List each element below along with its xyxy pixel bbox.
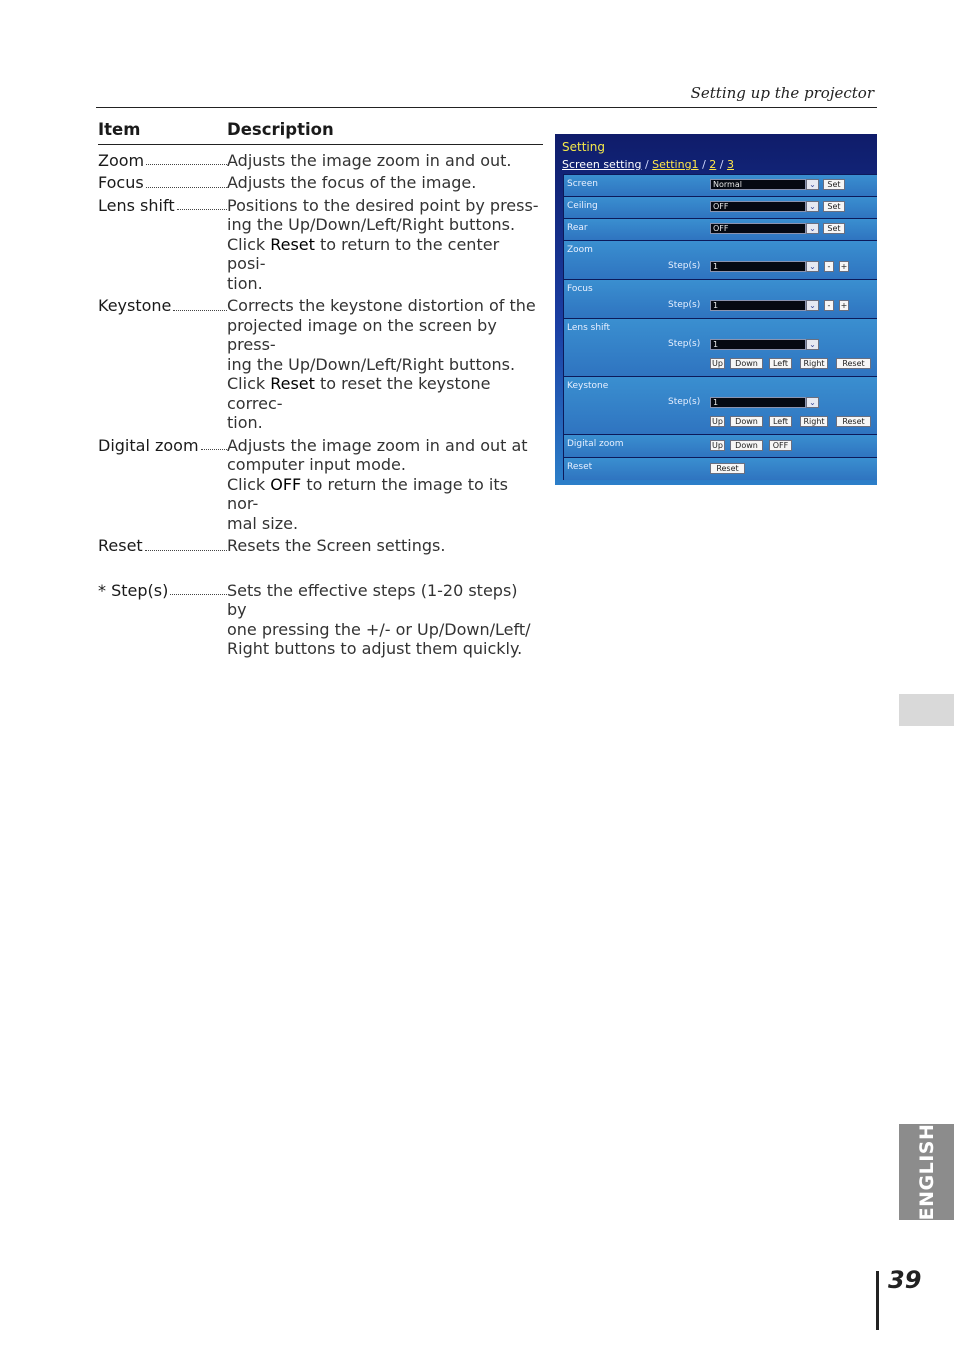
select-keystone-steps[interactable]: 1 bbox=[710, 397, 806, 408]
page-number: 39 bbox=[888, 1266, 922, 1294]
description-lens-shift bbox=[227, 196, 539, 294]
term-cell bbox=[98, 436, 227, 456]
chevron-down-icon[interactable]: ⌄ bbox=[806, 179, 819, 190]
select-rear[interactable]: OFF bbox=[710, 223, 806, 234]
row-ceiling bbox=[563, 196, 877, 218]
digital-zoom-down-button[interactable]: Down bbox=[730, 440, 763, 451]
set-button-screen[interactable]: Set bbox=[823, 179, 845, 190]
description-line: tion. bbox=[227, 413, 263, 432]
label-rear: Rear bbox=[567, 223, 588, 233]
label-ceiling: Ceiling bbox=[567, 201, 598, 211]
dot-leader bbox=[145, 550, 227, 551]
table-row-keystone bbox=[98, 296, 543, 433]
step-label: Step(s) bbox=[668, 300, 701, 310]
nav-screen-setting[interactable]: Screen setting bbox=[562, 158, 642, 171]
label-reset: Reset bbox=[567, 462, 593, 472]
description-line: projected image on the screen by press- bbox=[227, 315, 497, 354]
table-row-steps bbox=[98, 581, 543, 659]
chevron-down-icon[interactable]: ⌄ bbox=[806, 223, 819, 234]
term-cell bbox=[98, 581, 227, 601]
dot-leader bbox=[146, 187, 227, 188]
label-screen: Screen bbox=[567, 179, 598, 189]
nav-separator: / bbox=[702, 158, 706, 171]
dot-leader bbox=[146, 164, 227, 165]
description-line bbox=[227, 235, 539, 274]
description-line: Corrects the keystone distortion of the bbox=[227, 296, 536, 315]
dot-leader bbox=[177, 209, 227, 210]
zoom-plus-button[interactable]: + bbox=[840, 262, 848, 271]
chevron-down-icon[interactable]: ⌄ bbox=[806, 339, 819, 350]
dot-leader bbox=[170, 594, 227, 595]
section-tab-marker bbox=[899, 694, 954, 726]
description-line: tion. bbox=[227, 273, 263, 293]
click-text: Click bbox=[227, 374, 271, 393]
nav-page-2-link[interactable]: 2 bbox=[709, 158, 717, 171]
lens-shift-left-button[interactable]: Left bbox=[769, 358, 792, 369]
row-zoom bbox=[563, 240, 877, 279]
label-keystone: Keystone bbox=[567, 381, 609, 391]
set-button-ceiling[interactable]: Set bbox=[823, 201, 845, 212]
term-cell bbox=[98, 196, 227, 216]
description-focus bbox=[227, 173, 539, 193]
dot-leader bbox=[173, 310, 227, 311]
reset-button[interactable]: Reset bbox=[710, 463, 745, 474]
digital-zoom-up-button[interactable]: Up bbox=[710, 440, 725, 451]
chevron-down-icon[interactable]: ⌄ bbox=[806, 261, 819, 272]
column-header-item: Item bbox=[98, 120, 141, 139]
description-line: computer input mode. bbox=[227, 455, 406, 474]
item-description-table bbox=[98, 120, 543, 659]
label-digital-zoom: Digital zoom bbox=[567, 439, 624, 449]
click-text: Click bbox=[227, 474, 271, 494]
description-reset bbox=[227, 536, 539, 556]
description-line: one pressing the +/- or Up/Down/Left/ bbox=[227, 619, 531, 639]
select-ceiling[interactable]: OFF bbox=[710, 201, 806, 212]
description-line: mal size. bbox=[227, 513, 299, 533]
step-label: Step(s) bbox=[668, 339, 701, 349]
description-line-tail: to return to the center posi- bbox=[227, 234, 500, 273]
description-line: ing the Up/Down/Left/Right buttons. bbox=[227, 215, 516, 234]
keystone-up-button[interactable]: Up bbox=[710, 416, 725, 427]
nav-separator: / bbox=[644, 158, 649, 171]
term-cell bbox=[98, 296, 227, 316]
select-screen[interactable]: Normal bbox=[710, 179, 806, 190]
description-line bbox=[227, 374, 539, 413]
table-row-digital-zoom bbox=[98, 436, 543, 534]
description-line: Resets the Screen settings. bbox=[227, 536, 446, 555]
row-focus bbox=[563, 279, 877, 318]
select-focus-steps[interactable]: 1 bbox=[710, 300, 806, 311]
table-row-reset bbox=[98, 536, 543, 556]
select-zoom-steps[interactable]: 1 bbox=[710, 261, 806, 272]
zoom-minus-button[interactable]: - bbox=[824, 261, 834, 272]
row-reset bbox=[563, 457, 877, 480]
screen-setting-screenshot bbox=[555, 134, 877, 485]
settings-panel bbox=[563, 174, 877, 480]
set-button-rear[interactable]: Set bbox=[823, 223, 845, 234]
description-line: Right buttons to adjust them quickly. bbox=[227, 639, 523, 658]
header-rule bbox=[96, 107, 877, 108]
setting-title: Setting bbox=[562, 140, 605, 154]
digital-zoom-off-button[interactable]: OFF bbox=[769, 440, 792, 451]
chevron-down-icon[interactable]: ⌄ bbox=[806, 300, 819, 311]
nav-setting1-link[interactable]: Setting1 bbox=[652, 158, 699, 171]
row-rear bbox=[563, 218, 877, 240]
description-keystone bbox=[227, 296, 539, 433]
reset-keyword: Reset bbox=[270, 374, 315, 393]
term-cell bbox=[98, 173, 227, 193]
keystone-reset-button[interactable]: Reset bbox=[836, 416, 871, 427]
table-row-zoom bbox=[98, 151, 543, 171]
label-focus: Focus bbox=[567, 284, 593, 294]
term-reset: Reset bbox=[98, 536, 143, 555]
row-lens-shift bbox=[563, 318, 877, 376]
off-keyword: OFF bbox=[270, 474, 302, 494]
step-label: Step(s) bbox=[668, 397, 701, 407]
focus-plus-button[interactable]: + bbox=[840, 301, 848, 310]
table-row-focus bbox=[98, 173, 543, 193]
description-steps bbox=[227, 581, 539, 659]
term-cell bbox=[98, 536, 227, 556]
row-digital-zoom bbox=[563, 434, 877, 457]
focus-minus-button[interactable]: - bbox=[824, 300, 834, 311]
chevron-down-icon[interactable]: ⌄ bbox=[806, 397, 819, 408]
dot-leader bbox=[201, 449, 227, 450]
reset-keyword: Reset bbox=[270, 234, 315, 254]
column-header-description: Description bbox=[227, 120, 334, 139]
description-zoom bbox=[227, 151, 539, 171]
description-line-tail: to reset the keystone correc- bbox=[227, 374, 491, 413]
term-steps: * Step(s) bbox=[98, 580, 169, 600]
row-screen bbox=[563, 174, 877, 196]
step-label: Step(s) bbox=[668, 261, 701, 271]
description-line: Adjusts the image zoom in and out at bbox=[227, 435, 528, 455]
nav-page-3-link[interactable]: 3 bbox=[727, 158, 734, 171]
description-line: ing the Up/Down/Left/Right buttons. bbox=[227, 354, 516, 374]
term-keystone: Keystone bbox=[98, 296, 172, 315]
description-line: Positions to the desired point by press- bbox=[227, 195, 539, 215]
keystone-right-button[interactable]: Right bbox=[800, 416, 828, 427]
keystone-left-button[interactable]: Left bbox=[769, 416, 792, 427]
term-focus: Focus bbox=[98, 173, 144, 192]
language-tab bbox=[899, 1124, 954, 1220]
description-line: Sets the effective steps (1-20 steps) by bbox=[227, 580, 518, 619]
description-line: Adjusts the focus of the image. bbox=[227, 173, 477, 192]
table-row-lens-shift bbox=[98, 196, 543, 294]
term-lens-shift: Lens shift bbox=[98, 195, 175, 215]
lens-shift-up-button[interactable]: Up bbox=[710, 358, 725, 369]
language-tab-label: ENGLISH bbox=[915, 1123, 938, 1221]
keystone-down-button[interactable]: Down bbox=[730, 416, 763, 427]
page-number-rule bbox=[876, 1271, 879, 1330]
nav-separator: / bbox=[719, 158, 724, 171]
setting-breadcrumb bbox=[562, 158, 734, 171]
table-header-row bbox=[98, 120, 543, 145]
row-keystone bbox=[563, 376, 877, 434]
select-lens-shift-steps[interactable]: 1 bbox=[710, 339, 806, 350]
term-zoom: Zoom bbox=[98, 150, 145, 170]
description-line: Adjusts the image zoom in and out. bbox=[227, 150, 512, 170]
label-zoom: Zoom bbox=[567, 245, 593, 255]
term-digital-zoom: Digital zoom bbox=[98, 435, 199, 455]
chevron-down-icon[interactable]: ⌄ bbox=[806, 201, 819, 212]
description-digital-zoom bbox=[227, 436, 539, 534]
label-lens-shift: Lens shift bbox=[567, 323, 611, 333]
description-line-tail: to return the image to its nor- bbox=[227, 474, 508, 513]
lens-shift-reset-button[interactable]: Reset bbox=[836, 358, 871, 369]
click-text: Click bbox=[227, 234, 271, 254]
description-line bbox=[227, 475, 539, 514]
term-cell bbox=[98, 151, 227, 171]
running-header: Setting up the projector bbox=[690, 84, 874, 102]
lens-shift-right-button[interactable]: Right bbox=[800, 358, 828, 369]
lens-shift-down-button[interactable]: Down bbox=[730, 358, 763, 369]
